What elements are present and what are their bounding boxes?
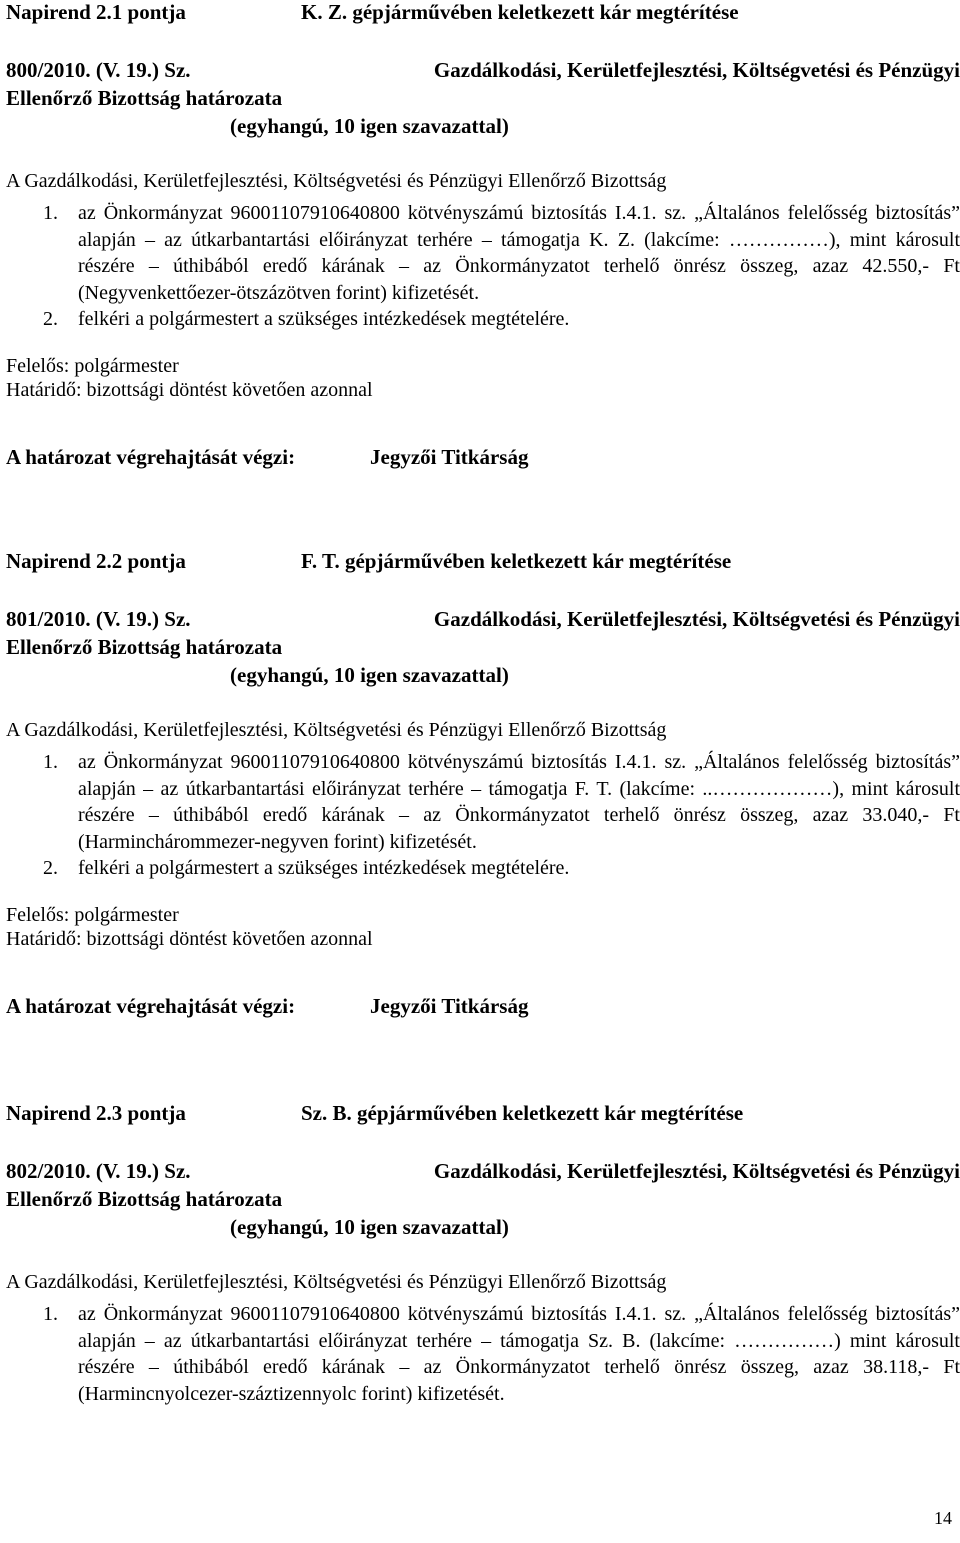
resolution-number: 800/2010. (V. 19.) Sz.	[6, 58, 191, 82]
resolution-intro: A Gazdálkodási, Kerületfejlesztési, Költségvetési és Pénzügyi Ellenőrző Bizottság	[6, 719, 667, 741]
deadline: Határidő: bizottsági döntést követően azonnal	[6, 379, 373, 401]
resolution-intro: A Gazdálkodási, Kerületfejlesztési, Költségvetési és Pénzügyi Ellenőrző Bizottság	[6, 170, 667, 192]
napirend-title: F. T. gépjárművében keletkezett kár megtérítése	[301, 549, 732, 573]
resolution-items	[6, 200, 960, 333]
resolution-title-line2: Ellenőrző Bizottság határozata	[6, 1187, 283, 1211]
resolution-number: 801/2010. (V. 19.) Sz.	[6, 607, 191, 631]
resolution-number: 802/2010. (V. 19.) Sz.	[6, 1159, 191, 1183]
vote-result: (egyhangú, 10 igen szavazattal)	[230, 1215, 509, 1239]
resolution-header	[6, 56, 960, 140]
resolution-title-line2: Ellenőrző Bizottság határozata	[6, 635, 283, 659]
resolution-item: 1. az Önkormányzat 96001107910640800 kötvényszámú biztosítás I.4.1. sz. „Általános felelősség biztosítás” alapján – az útkarbantartási előirányzat terhére – támogatja F. T. (lakcíme: ..………………), mint károsult részére – úthibából eredő kárának – az Önkormányzatot terhelő önrész összeg, azaz 33.040,- Ft (Harminchárommezer-negyven forint) kifizetését.	[43, 751, 960, 853]
resolution-header	[6, 605, 960, 689]
resolution-item: 2. felkéri a polgármestert a szükséges intézkedések megtételére.	[43, 857, 570, 879]
resolution-title-line1: Gazdálkodási, Kerületfejlesztési, Költségvetési és Pénzügyi	[433, 1159, 960, 1183]
resolution-intro: A Gazdálkodási, Kerületfejlesztési, Költségvetési és Pénzügyi Ellenőrző Bizottság	[6, 1271, 667, 1293]
resolution-title-line2: Ellenőrző Bizottság határozata	[6, 86, 283, 110]
resolution-title-line1: Gazdálkodási, Kerületfejlesztési, Költségvetési és Pénzügyi	[433, 58, 960, 82]
napirend-number: Napirend 2.3 pontja	[6, 1101, 186, 1125]
responsible-person: Felelős: polgármester	[6, 904, 179, 926]
responsible-person: Felelős: polgármester	[6, 355, 179, 377]
executor: A határozat végrehajtását végzi: Jegyzői Titkárság	[6, 994, 529, 1018]
resolution-items	[6, 1301, 960, 1407]
vote-result: (egyhangú, 10 igen szavazattal)	[230, 114, 509, 138]
vote-result: (egyhangú, 10 igen szavazattal)	[230, 663, 509, 687]
executor: A határozat végrehajtását végzi: Jegyzői Titkárság	[6, 445, 529, 469]
resolution-title-line1: Gazdálkodási, Kerületfejlesztési, Költségvetési és Pénzügyi	[433, 607, 960, 631]
napirend-number: Napirend 2.2 pontja	[6, 549, 186, 573]
napirend-heading	[6, 1101, 743, 1126]
resolution-items	[6, 749, 960, 882]
page-number: 14	[934, 1508, 952, 1528]
napirend-number: Napirend 2.1 pontja	[6, 0, 186, 24]
napirend-title: K. Z. gépjárművében keletkezett kár megtérítése	[301, 0, 739, 24]
napirend-heading	[6, 549, 731, 574]
napirend-heading	[6, 0, 739, 25]
napirend-title: Sz. B. gépjárművében keletkezett kár megtérítése	[301, 1101, 744, 1125]
resolution-item: 2. felkéri a polgármestert a szükséges intézkedések megtételére.	[43, 308, 570, 330]
resolution-header	[6, 1157, 960, 1241]
resolution-item: 1. az Önkormányzat 96001107910640800 kötvényszámú biztosítás I.4.1. sz. „Általános felelősség biztosítás” alapján – az útkarbantartási előirányzat terhére – támogatja Sz. B. (lakcíme: ……………) mint károsult részére – úthibából eredő kárának – az Önkormányzatot terhelő önrész összeg, azaz 38.118,- Ft (Harmincnyolcezer-száztizennyolc forint) kifizetését.	[43, 1303, 960, 1405]
deadline: Határidő: bizottsági döntést követően azonnal	[6, 928, 373, 950]
resolution-item: 1. az Önkormányzat 96001107910640800 kötvényszámú biztosítás I.4.1. sz. „Általános felelősség biztosítás” alapján – az útkarbantartási előirányzat terhére – támogatja K. Z. (lakcíme: ……………), mint károsult részére – úthibából eredő kárának – az Önkormányzatot terhelő önrész összeg, azaz 42.550,- Ft (Negyvenkettőezer-ötszázötven forint) kifizetését.	[43, 202, 960, 304]
